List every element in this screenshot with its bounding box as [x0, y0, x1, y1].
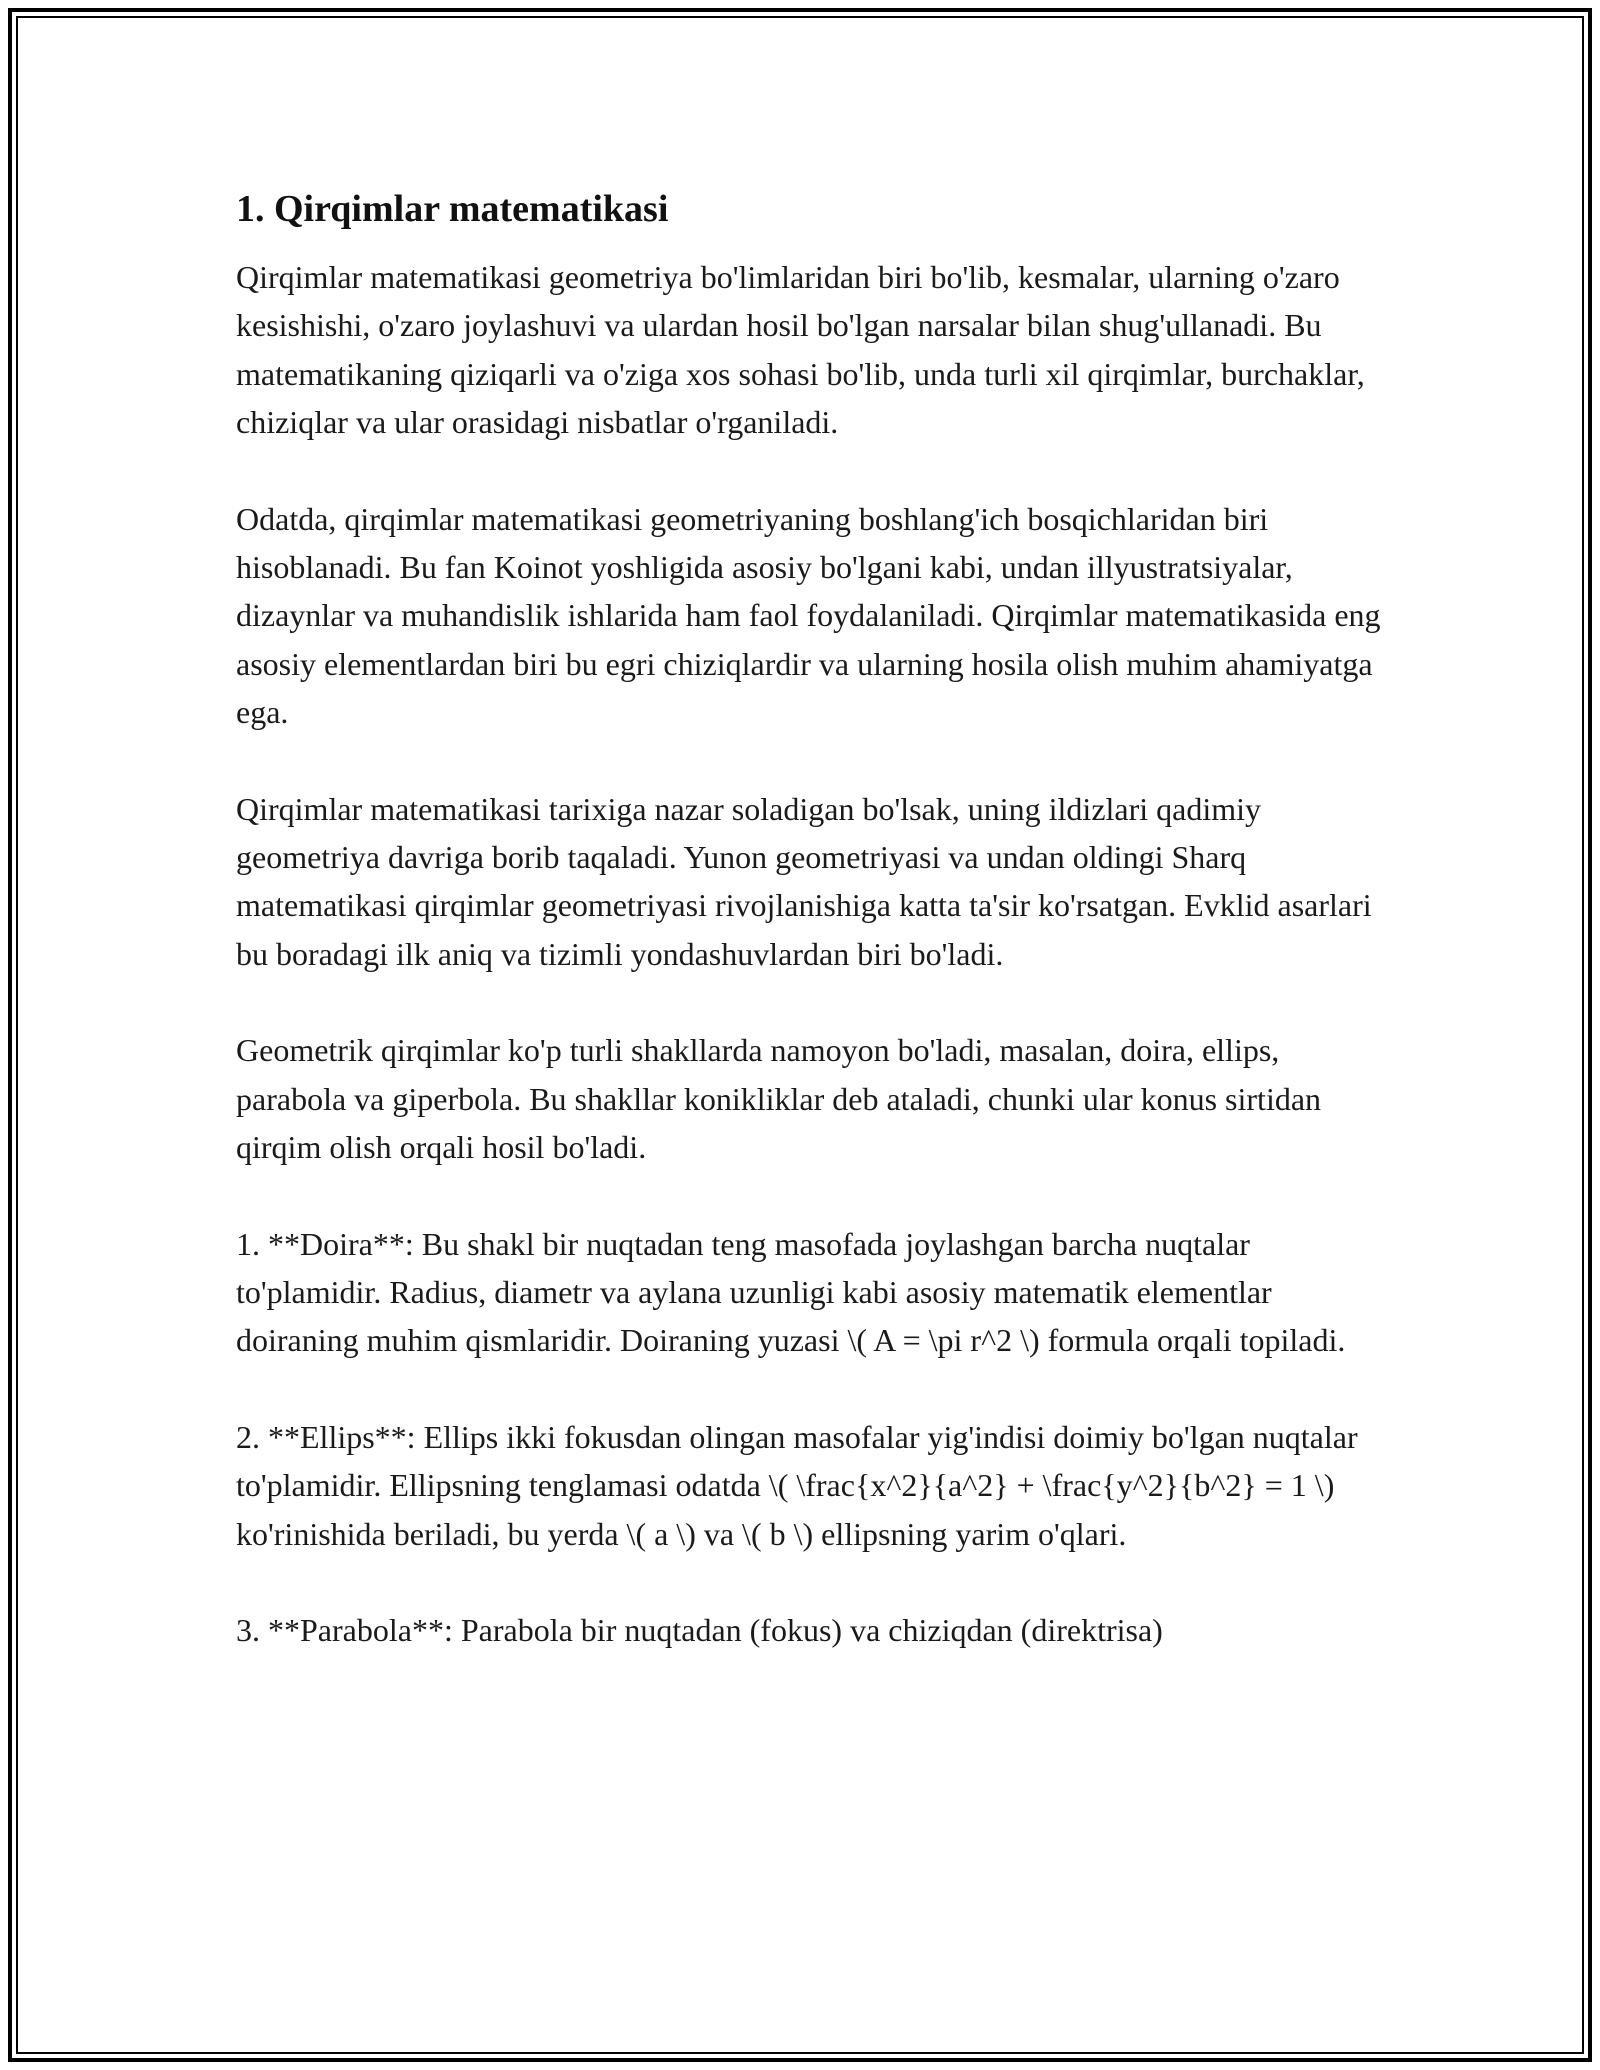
section-heading: 1. Qirqimlar matematikasi [236, 188, 669, 230]
paragraph-usage: Odatda, qirqimlar matematikasi geometriyaning boshlang'ich bosqichlaridan biri hisoblanadi. Bu fan Koinot yoshligida asosiy bo'lgani kabi, undan illyustratsiyalar, dizaynlar va muhandislik ishlarida ham faol foydalaniladi. Qirqimlar matematikasida eng asosiy elementlardan biri bu egri chiziqlardir va ularning hosila olish muhim ahamiyatga ega. [236, 500, 1381, 731]
list-item-circle: 1. **Doira**: Bu shakl bir nuqtadan teng masofada joylashgan barcha nuqtalar to'plamidir. Radius, diametr va aylana uzunligi kabi asosiy matematik elementlar doiraning muhim qismlaridir. Doiraning yuzasi \( A = \pi r^2 \) formula orqali topiladi. [236, 1225, 1346, 1359]
paragraph-history: Qirqimlar matematikasi tarixiga nazar soladigan bo'lsak, uning ildizlari qadimiy geometriya davriga borib taqaladi. Yunon geometriyasi va undan oldingi Sharq matematikasi qirqimlar geometriyasi rivojlanishiga katta ta'sir ko'rsatgan. Evklid asarlari bu boradagi ilk aniq va tizimli yondashuvlardan biri bo'ladi. [236, 790, 1372, 972]
paragraph-intro: Qirqimlar matematikasi geometriya bo'limlaridan biri bo'lib, kesmalar, ularning o'zaro kesishishi, o'zaro joylashuvi va ulardan hosil bo'lgan narsalar bilan shug'ullanadi. Bu matematikaning qiziqarli va o'ziga xos sohasi bo'lib, unda turli xil qirqimlar, burchaklar, chiziqlar va ular orasidagi nisbatlar o'rganiladi. [236, 259, 1365, 441]
paragraph-conics: Geometrik qirqimlar ko'p turli shakllarda namoyon bo'ladi, masalan, doira, ellips, parabola va giperbola. Bu shakllar konikliklar deb ataladi, chunki ular konus sirtidan qirqim olish orqali hosil bo'ladi. [236, 1032, 1322, 1166]
document-body [236, 185, 1384, 1702]
list-item-parabola: 3. **Parabola**: Parabola bir nuqtadan (fokus) va chiziqdan (direktrisa) [236, 1611, 1163, 1648]
list-item-ellipse: 2. **Ellips**: Ellips ikki fokusdan olingan masofalar yig'indisi doimiy bo'lgan nuqtalar to'plamidir. Ellipsning tenglamasi odatda \( \frac{x^2}{a^2} + \frac{y^2}{b^2} = 1 \) ko'rinishida beriladi, bu yerda \( a \) va \( b \) ellipsning yarim o'qlari. [236, 1418, 1358, 1552]
